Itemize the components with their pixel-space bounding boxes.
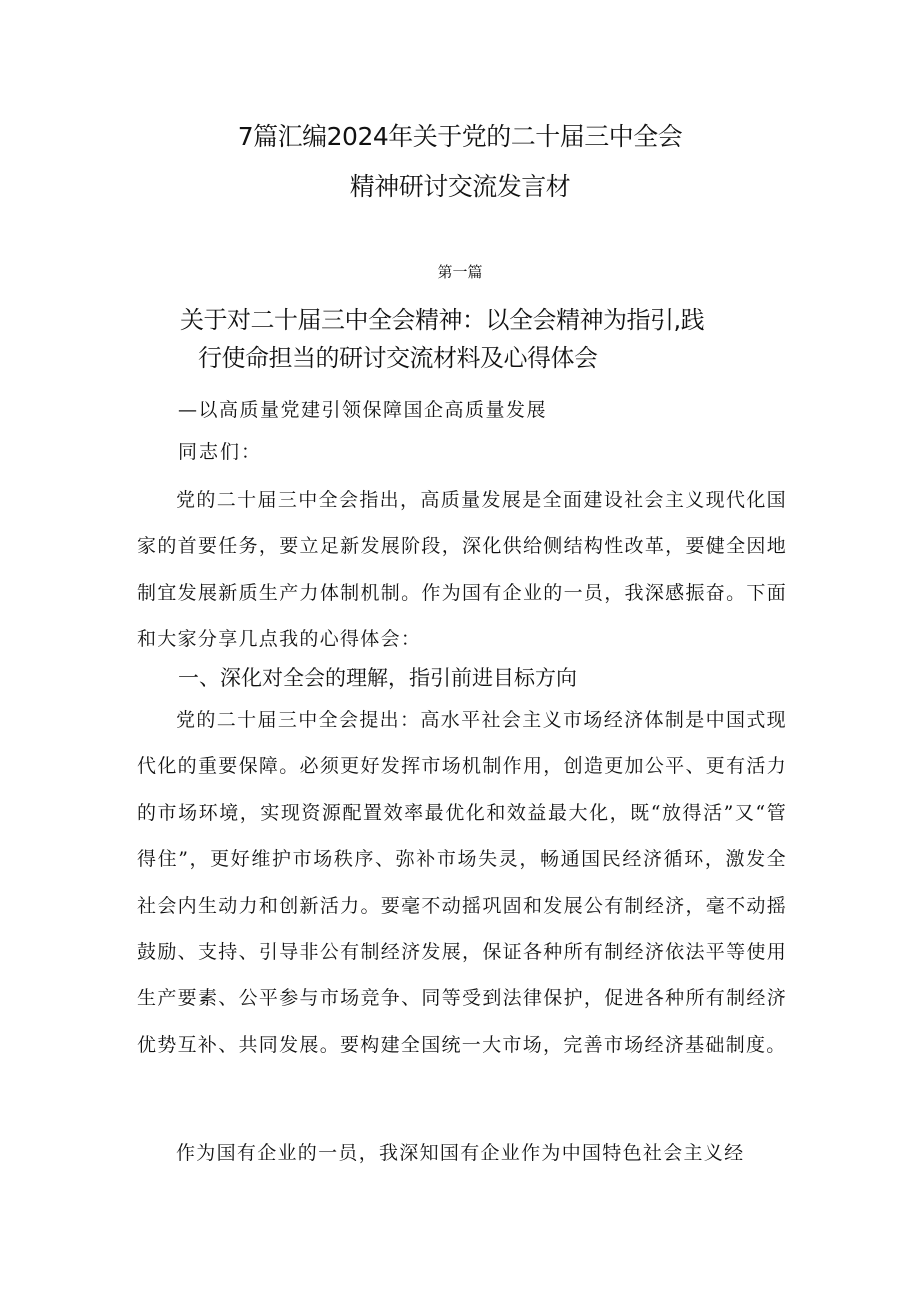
document-title bbox=[0, 112, 920, 212]
chapter-title-line-1: 关于对二十届三中全会精神：以全会精神为指引,践 bbox=[180, 306, 705, 334]
body-paragraph-3: 作为国有企业的一员，我深知国有企业作为中国特色社会主义经 bbox=[176, 1142, 745, 1164]
document-title-line-2: 精神研讨交流发言材 bbox=[349, 172, 571, 201]
body-paragraph-2: 党的二十届三中全会提出：高水平社会主义市场经济体制是中国式现代化的重要保障。必须更好发挥市场机制作用，创造更加公平、更有活力的市场环境，实现资源配置效率最优化和效益最大化，既“放得活”又“管得住”，更好维护市场秩序、弥补市场失灵，畅通国民经济循环，激发全社会内生动力和创新活力。要毫不动摇巩固和发展公有制经济，毫不动摇鼓励、支持、引导非公有制经济发展，保证各种所有制经济依法平等使用生产要素、公平参与市场竞争、同等受到法律保护，促进各种所有制经济优势互补、共同发展。要构建全国统一大市场，完善市场经济基础制度。 bbox=[137, 709, 787, 1056]
chapter-title-line-2: 行使命担当的研讨交流材料及心得体会 bbox=[198, 344, 598, 372]
salutation: 同志们： bbox=[178, 441, 263, 463]
chapter-title bbox=[180, 301, 820, 377]
document-title-line-1: 7篇汇编2024年关于党的二十届三中全会 bbox=[237, 122, 683, 151]
chapter-label: 第一篇 bbox=[437, 263, 483, 281]
section-heading-1: 一、深化对全会的理解，指引前进目标方向 bbox=[178, 666, 577, 690]
body-paragraph-1: 党的二十届三中全会指出，高质量发展是全面建设社会主义现代化国家的首要任务，要立足新发展阶段，深化供给侧结构性改革，要健全因地制宜发展新质生产力体制机制。作为国有企业的一员，我深感振奋。下面和大家分享几点我的心得体会： bbox=[137, 489, 787, 651]
chapter-subtitle: —以高质量党建引领保障国企高质量发展 bbox=[178, 399, 548, 421]
